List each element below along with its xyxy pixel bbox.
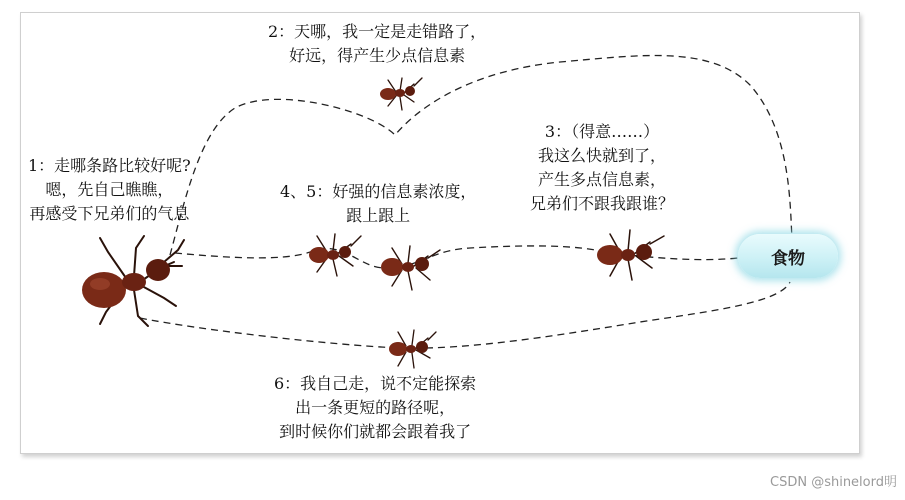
caption-line: 4、5：好强的信息素浓度， (280, 182, 477, 201)
caption-line: 嗯，先自己瞧瞧， (45, 180, 174, 199)
watermark: CSDN @shinelord明 (770, 475, 897, 490)
caption-line: 到时候你们就都会跟着我了 (279, 422, 472, 441)
caption-line: 3：（得意……） (544, 122, 660, 141)
ant-icon-right (594, 226, 666, 282)
caption-line: 产生多点信息素， (538, 170, 667, 189)
ant-icon-top (378, 72, 424, 112)
caption-ants-4-5 (280, 180, 476, 228)
caption-ant-6 (274, 372, 476, 444)
ant-icon-bottom (386, 326, 438, 370)
caption-ant-3 (530, 120, 674, 216)
caption-ant-1 (28, 154, 191, 226)
ant-icon-mid-2 (378, 240, 442, 292)
food-node: 食物 (738, 234, 838, 278)
caption-line: 6：我自己走，说不定能探索 (274, 374, 477, 393)
caption-line: 好远，得产生少点信息素 (289, 46, 466, 65)
path-long-top (170, 56, 792, 255)
caption-line: 兄弟们不跟我跟谁？ (530, 194, 675, 213)
caption-line: 2：天哪，我一定是走错路了， (268, 22, 487, 41)
caption-line: 出一条更短的路径呢， (295, 398, 456, 417)
ant-icon-large (78, 232, 188, 328)
caption-ant-2 (268, 20, 486, 68)
caption-line: 1：走哪条路比较好呢? (28, 156, 191, 175)
ant-icon-mid-1 (305, 228, 363, 278)
caption-line: 跟上跟上 (346, 206, 411, 225)
path-lower (140, 282, 790, 348)
caption-line: 再感受下兄弟们的气息 (29, 204, 190, 223)
caption-line: 我这么快就到了， (538, 146, 667, 165)
